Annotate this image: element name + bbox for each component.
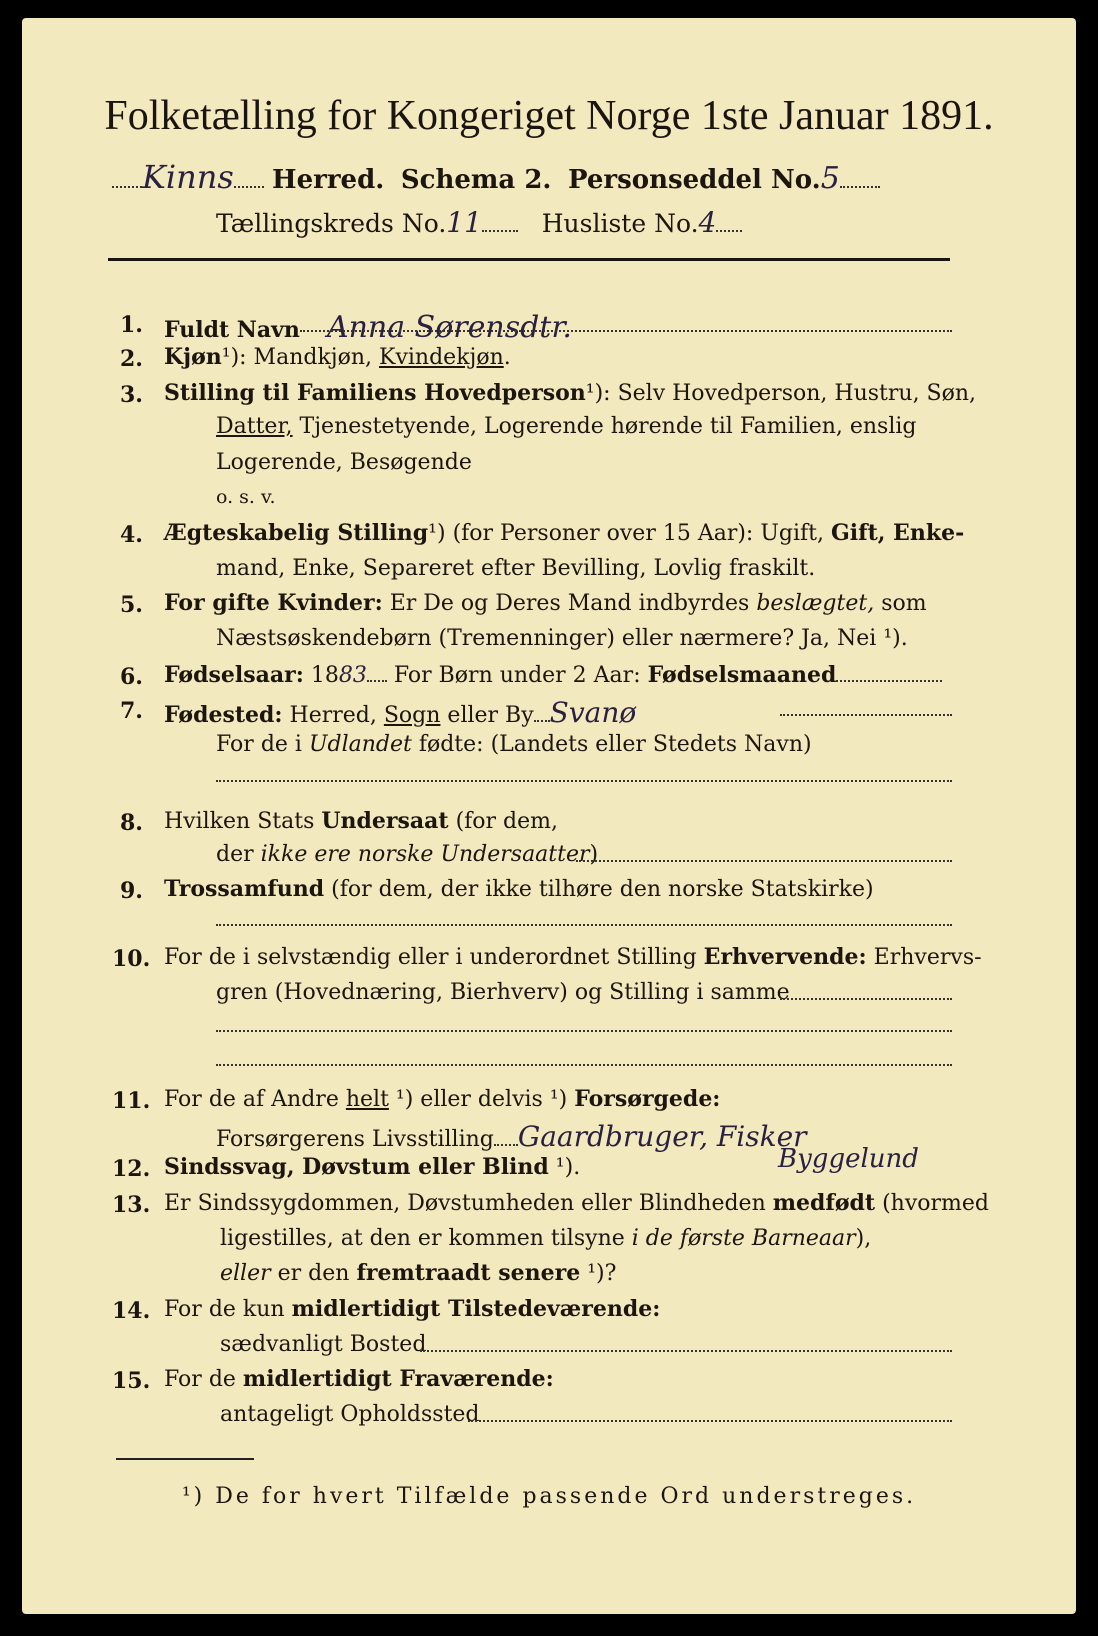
q7-row2 [216, 732, 812, 757]
q2-kvindekjon: Kvindekjøn [379, 345, 504, 370]
q11-b: ¹) eller delvis ¹) [388, 1087, 575, 1112]
herred-value: Kinns [142, 158, 234, 196]
q14-dotline [420, 1350, 952, 1352]
q10-label: Erhvervende: [703, 944, 867, 970]
form-title: Folketælling for Kongeriget Norge 1ste Januar 1891. [104, 93, 994, 139]
q6-label2: Fødselsmaaned [647, 662, 837, 688]
q8-b: (for dem, [448, 809, 559, 834]
q13-b: (hvormed [875, 1191, 989, 1216]
q6-mid: For Børn under 2 Aar: [386, 663, 648, 688]
q6-row [164, 662, 942, 688]
q1-label: Fuldt Navn [164, 317, 300, 343]
q10-b: Erhvervs- [866, 945, 982, 970]
q13-number: 13. [112, 1192, 151, 1218]
q14-a: For de kun [164, 1297, 292, 1322]
schema-label: Schema 2. [400, 165, 552, 195]
herred-row [112, 158, 880, 196]
q3-line2: Tjenestetyende, Logerende hørende til Familien, enslig [292, 414, 917, 439]
q8-line2-a: der [216, 842, 261, 867]
q7-label: Fødested: [164, 702, 283, 728]
q13-line3-a: er den [270, 1261, 357, 1286]
personseddel-value: 5 [820, 161, 840, 196]
q5-label: For gifte Kvinder: [164, 590, 383, 616]
q12-sup: ¹). [548, 1155, 581, 1180]
q10-row [164, 944, 982, 970]
husliste-value: 4 [698, 206, 717, 239]
taellingskreds-label: Tællingskreds No. [216, 209, 447, 238]
q7-row [164, 696, 636, 729]
q13-label: medfødt [772, 1190, 876, 1216]
q15-row [164, 1366, 554, 1392]
q5-line1: Er De og Deres Mand indbyrdes [382, 591, 757, 616]
q4-gift: Gift, Enke- [830, 520, 965, 546]
q10-dotline [780, 998, 952, 1000]
q13-line2-a: ligestilles, at den er kommen tilsyne [220, 1226, 632, 1251]
q4-label: Ægteskabelig Stilling [164, 520, 429, 546]
q3-label: Stilling til Familiens Hovedperson [164, 380, 586, 406]
q13-a: Er Sindssygdommen, Døvstumheden eller Blindheden [164, 1191, 773, 1216]
q7-sogn: Sogn [383, 703, 441, 728]
footnote-rule [116, 1458, 254, 1460]
q11-a: For de af Andre [164, 1087, 346, 1112]
q7-line2-b: fødte: (Landets eller Stedets Navn) [411, 732, 812, 757]
q8-dotline [576, 860, 952, 862]
q5-number: 5. [120, 592, 143, 618]
q11-row [164, 1086, 720, 1112]
q3-row4: o. s. v. [216, 486, 276, 508]
q3-datter: Datter, [216, 414, 293, 439]
q2-row [164, 344, 511, 370]
q13-line3-b: fremtraadt senere [356, 1260, 581, 1286]
herred-label: Herred. [272, 165, 385, 195]
q9-label: Trossamfund [164, 876, 325, 902]
q10-dotline2 [216, 1030, 952, 1032]
taellingskreds-row [216, 206, 742, 239]
q11-line2: Forsørgerens Livsstilling [216, 1127, 494, 1152]
q5-beslaegtet: beslægtet, [756, 591, 875, 616]
personseddel-label: Personseddel No. [568, 165, 821, 195]
q2-label: Kjøn [164, 344, 222, 370]
q13-eller: eller [220, 1261, 271, 1286]
q5-row [164, 590, 927, 616]
q9-dotline [216, 924, 952, 926]
q3-number: 3. [120, 382, 143, 408]
q7-value: Svanø [549, 696, 637, 729]
q6-label: Fødselsaar: [164, 662, 304, 688]
q11-value: Gaardbruger, Fisker [517, 1120, 807, 1153]
q3-row2 [216, 414, 917, 439]
q7-line2-a: For de i [216, 732, 309, 757]
q8-a: Hvilken Stats [164, 809, 322, 834]
q5-som: som [874, 591, 927, 616]
q6-value: 83 [338, 663, 367, 688]
q9-row [164, 876, 874, 902]
q14-label: midlertidigt Tilstedeværende: [291, 1296, 661, 1322]
q13-line3-c: ¹)? [580, 1261, 617, 1286]
q2-text: ¹): Mandkjøn, [221, 345, 380, 370]
q8-line2-italic: ikke ere norske Undersaatter [260, 842, 590, 867]
q8-row2: der ikke ere norske Undersaatter) [216, 842, 599, 867]
q13-row2: ligestilles, at den er kommen tilsyne i de første Barneaar), [220, 1226, 872, 1251]
q8-row [164, 808, 558, 834]
q11-helt: helt [345, 1087, 389, 1112]
q6-number: 6. [120, 664, 143, 690]
q10-row2: gren (Hovednæring, Bierhverv) og Stilling i samme [216, 980, 790, 1005]
husliste-label: Husliste No. [541, 209, 699, 238]
q4-row2: mand, Enke, Separeret efter Bevilling, Lovlig fraskilt. [216, 556, 816, 581]
q4-row [164, 520, 964, 546]
q7-b: eller By [440, 703, 534, 728]
q12-value: Byggelund [778, 1144, 919, 1174]
q4-number: 4. [120, 522, 143, 548]
q7-udlandet: Udlandet [308, 732, 412, 757]
q11-row2 [216, 1120, 807, 1153]
q11-number: 11. [112, 1088, 151, 1114]
q13-row [164, 1190, 989, 1216]
q9-text: (for dem, der ikke tilhøre den norske Statskirke) [324, 877, 874, 902]
q12-row [164, 1154, 580, 1180]
q10-number: 10. [112, 946, 151, 972]
q1-row [164, 310, 572, 345]
q2-end: . [503, 345, 511, 370]
q7-number: 7. [120, 698, 143, 724]
q15-number: 15. [112, 1368, 151, 1394]
q3-line1: ¹): Selv Hovedperson, Hustru, Søn, [585, 381, 977, 406]
q6-prefix: 18 [303, 663, 339, 688]
q7-dotline2 [216, 780, 952, 782]
q14-number: 14. [112, 1298, 151, 1324]
q10-dotline3 [216, 1064, 952, 1066]
q4-line1: ¹) (for Personer over 15 Aar): Ugift, [428, 521, 831, 546]
q3-row3: Logerende, Besøgende [216, 450, 472, 475]
q1-value: Anna Sørensdtr. [326, 310, 572, 345]
q15-a: For de [164, 1367, 243, 1392]
q2-number: 2. [120, 346, 143, 372]
taellingskreds-value: 11 [446, 206, 482, 239]
footnote: ¹) De for hvert Tilfælde passende Ord understreges. [181, 1484, 917, 1509]
q12-number: 12. [112, 1156, 151, 1182]
q15-label: midlertidigt Fraværende: [242, 1366, 554, 1392]
q7-a: Herred, [282, 703, 384, 728]
q5-row2: Næstsøskendebørn (Tremenninger) eller nærmere? Ja, Nei ¹). [216, 626, 908, 651]
q1-number: 1. [120, 312, 143, 338]
q13-line2-italic: i de første Barneaar [631, 1226, 856, 1251]
q3-row [164, 380, 976, 406]
q8-label: Undersaat [321, 808, 449, 834]
header-rule [108, 258, 950, 261]
q10-a: For de i selvstændig eller i underordnet Stilling [164, 945, 704, 970]
q13-row3 [220, 1260, 616, 1286]
q14-row2: sædvanligt Bosted [220, 1332, 427, 1357]
q15-dotline [468, 1420, 952, 1422]
q7-dotline [780, 714, 952, 716]
q12-label: Sindssvag, Døvstum eller Blind [164, 1154, 549, 1180]
q14-row [164, 1296, 660, 1322]
q11-label: Forsørgede: [574, 1086, 721, 1112]
q15-row2: antageligt Opholdssted [220, 1402, 480, 1427]
q9-number: 9. [120, 878, 143, 904]
q8-number: 8. [120, 810, 143, 836]
q1-dotline [300, 330, 952, 332]
